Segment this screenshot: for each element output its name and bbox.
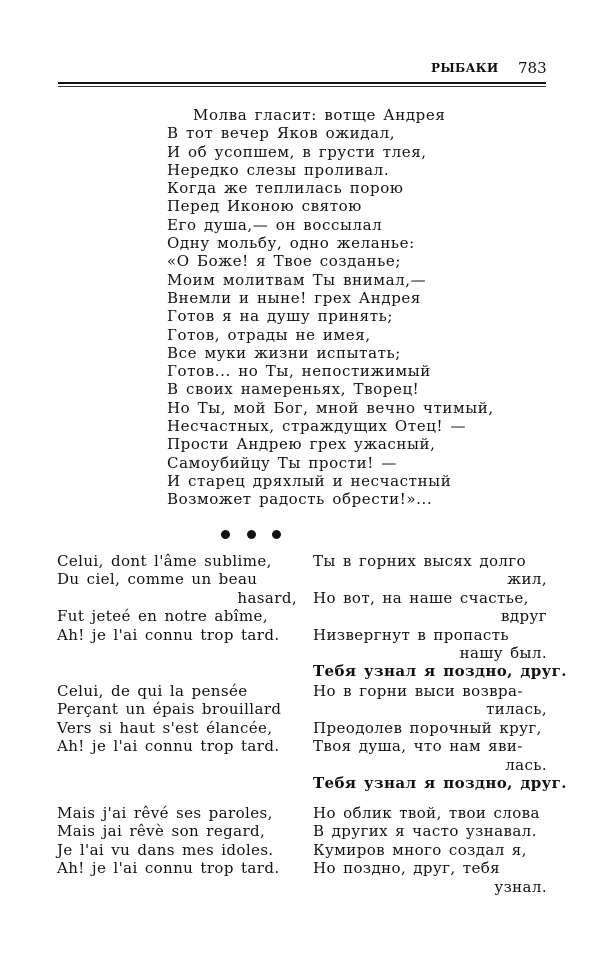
french-line: Ah! je l'ai connu trop tard. (57, 859, 280, 878)
russian-line: лась. (505, 755, 547, 774)
french-line: Celui, de qui la pensée (57, 682, 248, 700)
poem-line: Но Ты, мой Бог, мной вечно чтимый, (167, 398, 494, 417)
french-line: Je l'ai vu dans mes idoles. (57, 840, 274, 859)
french-line: Celui, dont l'âme sublime, (57, 552, 272, 570)
separator-dot (272, 530, 281, 539)
poem-line: Готов... но Ты, непостижимый (167, 362, 431, 381)
russian-line: тилась, (486, 700, 547, 719)
running-head (0, 61, 600, 81)
russian-line: В других я часто узнавал. (313, 822, 537, 841)
russian-line: Но поздно, друг, тебя (313, 859, 501, 878)
poem-line: Моим молитвам Ты внимал,— (167, 270, 427, 289)
russian-line: узнал. (494, 877, 547, 896)
russian-stanza-3 (313, 804, 547, 896)
poem-line: И об усопшем, в грусти тлея, (167, 142, 427, 161)
french-line: Du ciel, comme un beau (57, 570, 258, 589)
page-number: 783 (518, 59, 547, 77)
french-line: hasard, (237, 588, 297, 607)
poem-line: В своих намереньях, Творец! (167, 380, 420, 399)
french-line: Mais jai rêvè son regard, (57, 822, 266, 841)
header-rule (58, 82, 546, 84)
russian-line: Низвергнут в пропасть (313, 625, 509, 644)
separator-dot (247, 530, 256, 539)
section-separator (221, 530, 281, 542)
french-line: Fut jeteé en notre abîme, (57, 607, 268, 626)
poem-line: Самоубийцу Ты прости! — (167, 453, 397, 472)
poem-line: Все муки жизни испытать; (167, 343, 401, 362)
poem-line: Молва гласит: вотще Андрея (193, 106, 446, 124)
header-rule-thin (58, 86, 546, 87)
french-line: Vers si haut s'est élancée, (57, 718, 273, 737)
russian-line: Кумиров много создал я, (313, 840, 527, 859)
poem-line: Перед Иконою святою (167, 197, 362, 216)
french-line: Ah! je l'ai connu trop tard. (57, 737, 280, 756)
russian-line: Но облик твой, твои слова (313, 804, 540, 822)
separator-dot (221, 530, 230, 539)
french-line: Ah! je l'ai connu trop tard. (57, 625, 280, 644)
french-stanza-1 (57, 552, 297, 644)
poem-line: Когда же теплилась порою (167, 179, 404, 198)
russian-line: Преодолев порочный круг, (313, 718, 542, 737)
russian-line: Но вот, на наше счастье, (313, 588, 529, 607)
poem-line: Возможет радость обрести!»... (167, 490, 433, 509)
russian-line: жил, (507, 570, 547, 589)
russian-stanza-2 (313, 682, 567, 792)
russian-poem (167, 106, 547, 509)
russian-stanza-1 (313, 552, 567, 681)
poem-line: Готов, отрады не имея, (167, 325, 371, 344)
poem-line: «О Боже! я Твое созданье; (167, 252, 402, 271)
poem-line: Несчастных, страждущих Отец! — (167, 417, 467, 436)
french-line: Perçant un épais brouillard (57, 700, 282, 719)
poem-line: В тот вечер Яков ожидал, (167, 124, 396, 143)
poem-line: Нередко слезы проливал. (167, 160, 390, 179)
poem-line: Прости Андрею грех ужасный, (167, 435, 436, 454)
poem-line: Внемли и ныне! грех Андрея (167, 288, 421, 307)
russian-line: нашу был. (459, 643, 547, 662)
poem-line: Готов я на душу принять; (167, 307, 394, 326)
french-stanza-3 (57, 804, 297, 878)
russian-line: Ты в горних высях долго (313, 552, 526, 570)
russian-line: вдруг (501, 607, 547, 626)
poem-line: Его душа,— он воссылал (167, 215, 383, 234)
french-line: Mais j'ai rêvé ses paroles, (57, 804, 273, 822)
french-stanza-2 (57, 682, 297, 756)
chapter-title: РЫБАКИ (431, 61, 499, 75)
russian-line: Твоя душа, что нам яви- (313, 737, 523, 756)
russian-refrain: Тебя узнал я поздно, друг. (313, 662, 567, 681)
poem-line: И старец дряхлый и несчастный (167, 471, 452, 490)
poem-line: Одну мольбу, одно желанье: (167, 234, 415, 253)
russian-line: Но в горни выси возвра- (313, 682, 523, 700)
russian-refrain: Тебя узнал я поздно, друг. (313, 773, 567, 792)
